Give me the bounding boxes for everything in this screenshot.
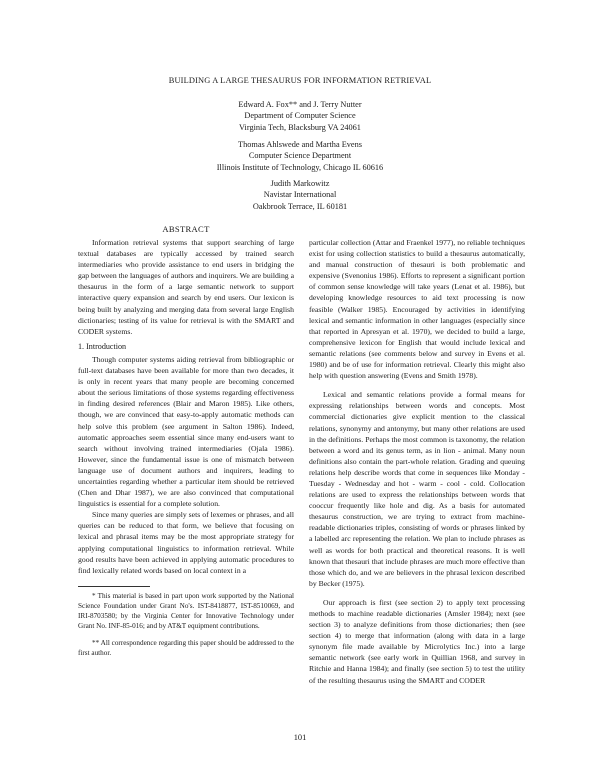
- author-department: Department of Computer Science: [244, 111, 356, 121]
- paper-title: BUILDING A LARGE THESAURUS FOR INFORMATION RETRIEVAL: [168, 76, 432, 85]
- abstract-text: Information retrieval systems that support searching of large textual databases are typically accessed by trained search intermediaries who provide assistance to end users in bridging the gap between the languages of authors and inquirers. We are building a thesaurus in the form of a large semantic network to support interactive query expansion and search by end users. Our lexicon is being built by analyzing and merging data from several large English dictionaries; testing of its value for retrieval is with the SMART and CODER systems.: [78, 238, 294, 336]
- footnote-rule: [78, 586, 150, 587]
- body-paragraph: Since many queries are simply sets of lexemes or phrases, and all queries can be reduced to that form, we believe that focusing on lexical and phrasal items may be the most appropriate strategy for applying computational linguistics to information retrieval. While good results have been achieved in applying automatic procedures to find lexically related words based on local context in a: [78, 510, 294, 575]
- abstract-heading: ABSTRACT: [162, 224, 210, 234]
- body-paragraph: Though computer systems aiding retrieval from bibliographic or full-text databases have been available for more than two decades, it is only in recent years that many people are becoming concerned about the serious limitations of those systems regarding effectiveness in finding desired references (Blair and Maron 1985). Like others, though, we are convinced that easy-to-apply automatic methods can help solve this problem (see argument in Salton 1986). Indeed, automatic approaches seem essential since many end-users want to search without involving trained intermediaries (Ojala 1986). However, since the fundamental issue is one of mismatch between language use of document authors and inquirers, leading to uncertainties regarding whether a particular item should be retrieved (Chen and Dhar 1987), we are also convinced that computational linguistics is essential for a complete solution.: [78, 354, 294, 509]
- author-address: Illinois Institute of Technology, Chicago IL 60616: [216, 162, 384, 172]
- author-names: Judith Markowitz: [270, 179, 330, 188]
- author-block-1: [0, 99, 600, 133]
- right-column: [309, 237, 525, 686]
- footnote: ** All correspondence regarding this paper should be addressed to the first author.: [78, 638, 294, 657]
- left-column: [78, 237, 294, 658]
- page-number: 101: [293, 733, 307, 742]
- body-paragraph: Our approach is first (see section 2) to apply text processing methods to machine readable dictionaries (Amsler 1984); next (see section 3) to analyze definitions from those dictionaries; then (see section 4) to merge that information (along with data in a large synonym file made available by Microlytics Inc.) into a large semantic network (see early work in Quillian 1968, and survey in Ritchie and Hanna 1984); and finally (see section 5) to test the utility of the resulting thesaurus using the SMART and CODER: [309, 597, 525, 685]
- author-department: Computer Science Department: [248, 151, 352, 161]
- author-block-2: [0, 139, 600, 173]
- section-heading: 1. Introduction: [78, 341, 127, 351]
- footnote: * This material is based in part upon work supported by the National Science Foundation under Grant No's. IST-8418877, IST-8510069, and IRI-8703580; by the Virginia Center for Innovative Technology under Grant No. INF-85-016; and by AT&T equipment contributions.: [78, 591, 294, 631]
- author-address: Oakbrook Terrace, IL 60181: [252, 201, 348, 211]
- body-paragraph: particular collection (Attar and Fraenkel 1977), no reliable techniques exist for using collection statistics to build a thesaurus automatically, and manual construction of thesauri is both problematic and expensive (Svenonius 1986). Efforts to represent a significant portion of common sense knowledge will take years (Lenat et al. 1986), but developing knowledge resources to aid text processing is now feasible (Walker 1985). Encouraged by activities in identifying lexical and semantic information in other languages (especially since that reported in Apresyan et al. 1970), we decided to build a large, comprehensive lexicon for English that would include lexical and semantic relations (see comments below and survey in Evens et al. 1980) and be of use for information retrieval. Clearly this might also help with question answering (Evens and Smith 1978).: [309, 238, 525, 381]
- author-names: Thomas Ahlswede and Martha Evens: [238, 140, 362, 149]
- author-address: Virginia Tech, Blacksburg VA 24061: [239, 122, 361, 132]
- body-paragraph: Lexical and semantic relations provide a formal means for expressing relationships between words and concepts. Most commercial dictionaries give explicit mention to the classical relations, synonymy and antonymy, but many other relations are used in the definitions. Perhaps the most common is taxonomy, the relation between a word and its genus term, as in lion - animal. Many noun definitions also contain the part-whole relation. Grading and queuing relations help describe words that come in sequences like Monday - Tuesday - Wednesday and hot - warm - cool - cold. Collocation relations are used to express the relationships between words that cooccur frequently like hole and dig. As a basis for automated thesaurus construction, we are trying to extract from machine-readable dictionaries triples, consisting of words or phrases linked by a labelled arc representing the relation. We plan to include phrases as well as words for both practical and theoretical reasons. It is well known that thesauri that include phrases are much more effective than those which do, and we are believers in the phrasal lexicon described by Becker (1975).: [309, 390, 525, 588]
- author-department: Navistar International: [263, 190, 337, 200]
- author-block-3: [0, 178, 600, 212]
- author-names: Edward A. Fox** and J. Terry Nutter: [238, 100, 362, 109]
